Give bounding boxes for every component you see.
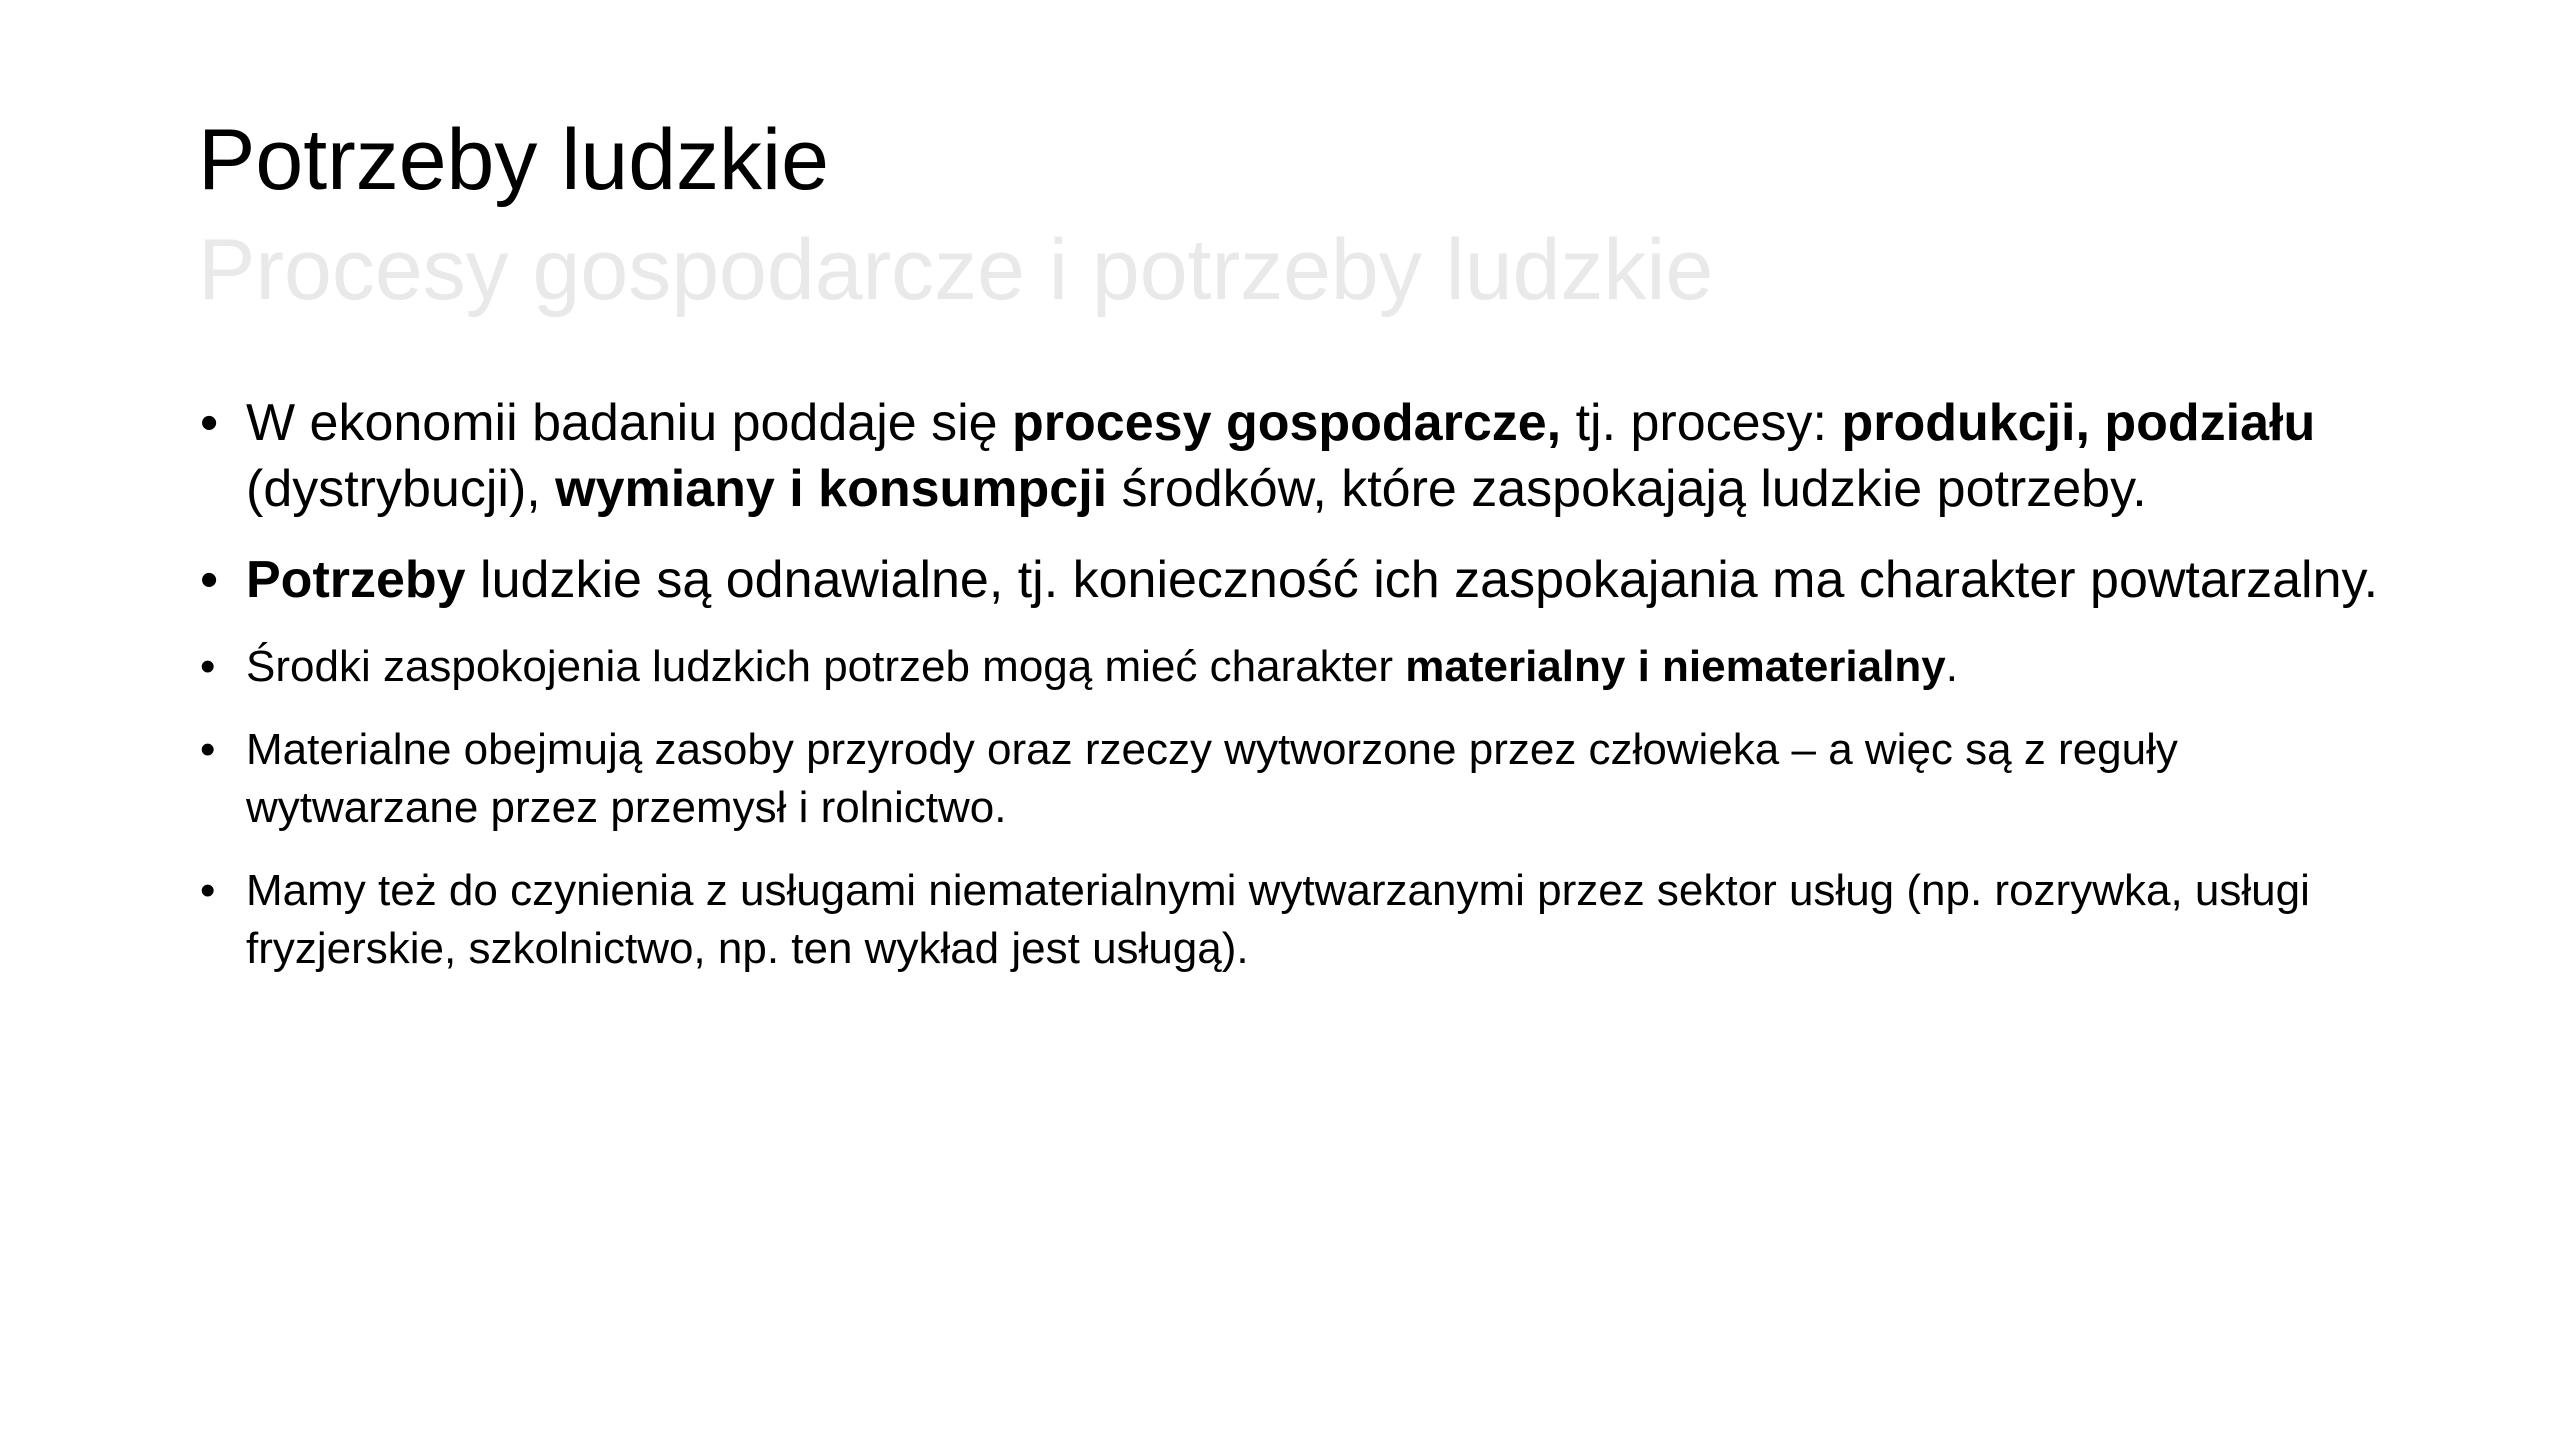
bullet-text: środków, które zaspokajają ludzkie potrzeby. — [1107, 460, 2147, 518]
bullet-dot: • — [200, 725, 216, 774]
bullet-item — [198, 862, 2398, 978]
bullet-item — [198, 638, 2398, 696]
bullet-dot: • — [200, 394, 219, 452]
bullet-text: tj. procesy: — [1561, 394, 1842, 452]
bullet-text: Środki zaspokojenia ludzkich potrzeb mogą mieć charakter — [246, 642, 1406, 691]
slide-title: Potrzeby ludzkie — [198, 112, 829, 208]
bullet-bold-text: procesy gospodarcze, — [1012, 394, 1562, 452]
slide-subtitle: Procesy gospodarcze i potrzeby ludzkie — [198, 222, 1714, 318]
bullet-dot: • — [200, 866, 216, 915]
bullet-list — [198, 390, 2398, 978]
bullet-text: (dystrybucji), — [246, 460, 556, 518]
bullet-bold-text: produkcji, podziału — [1841, 394, 2316, 452]
bullet-text: W ekonomii badaniu poddaje się — [246, 394, 1013, 452]
bullet-dot: • — [200, 642, 216, 691]
bullet-item — [198, 390, 2398, 522]
bullet-text: . — [1945, 642, 1958, 691]
bullet-bold-text: materialny i niematerialny — [1405, 642, 1946, 691]
bullet-text: Mamy też do czynienia z usługami niematerialnymi wytwarzanymi przez sektor usług (np. rozrywka, usługi fryzjerskie, szkolnictwo, np. ten wykład jest usługą). — [246, 866, 2310, 973]
bullet-text: Materialne obejmują zasoby przyrody oraz rzeczy wytworzone przez człowieka – a więc są z reguły wytwarzane przez przemysł i rolnictwo. — [246, 725, 2178, 832]
bullet-bold-text: wymiany i konsumpcji — [555, 460, 1108, 518]
bullet-bold-text: Potrzeby — [246, 551, 466, 609]
bullet-item — [198, 721, 2398, 837]
bullet-item — [198, 547, 2398, 613]
bullet-text: ludzkie są odnawialne, tj. konieczność ich zaspokajania ma charakter powtarzalny. — [465, 551, 2379, 609]
bullet-dot: • — [200, 551, 219, 609]
